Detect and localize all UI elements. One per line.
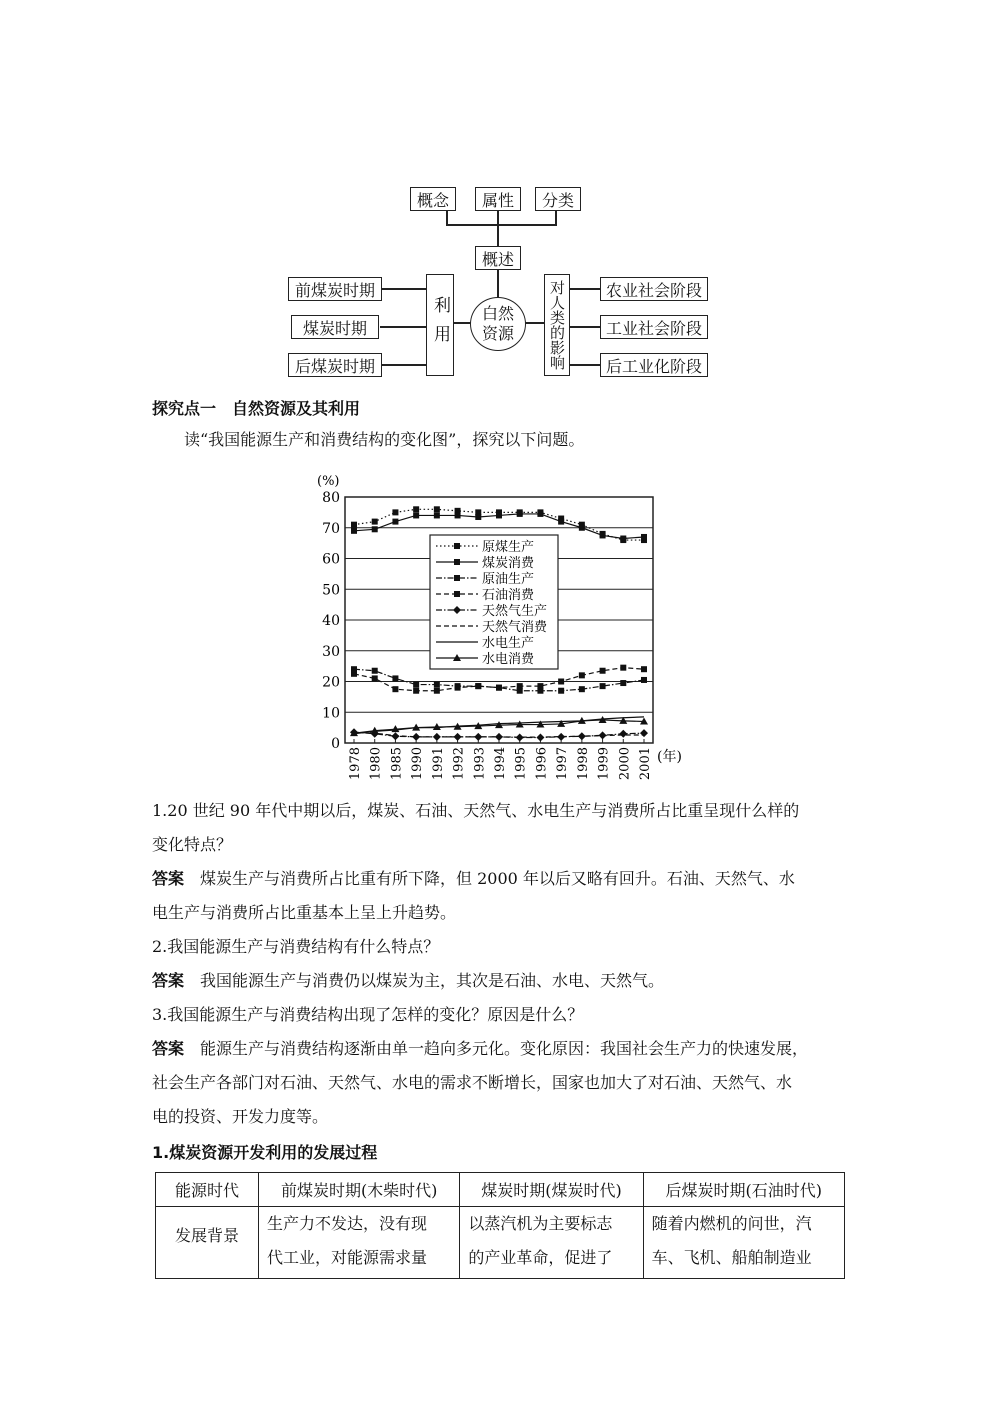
data-point: [558, 688, 564, 694]
map-node-industrial: 工业社会阶段: [600, 315, 708, 339]
x-tick-label: 1997: [555, 747, 571, 781]
y-tick-label: 70: [322, 520, 340, 537]
data-point: [372, 519, 378, 525]
data-point: [434, 682, 440, 688]
answer-3-text: 能源生产与消费结构逐渐由单一趋向多元化。变化原因：我国社会生产力的快速发展，: [200, 1039, 809, 1058]
x-tick-label: 1990: [410, 747, 426, 781]
data-point: [413, 512, 419, 518]
x-tick-label: 1998: [575, 747, 591, 781]
data-point: [392, 686, 398, 692]
legend-marker: [454, 575, 460, 581]
answer-3-cont2: 电的投资、开发力度等。: [152, 1107, 329, 1126]
data-point: [641, 666, 647, 672]
data-point: [413, 688, 419, 694]
question-1: 1.20 世纪 90 年代中期以后，煤炭、石油、天然气、水电生产与消费所占比重呈现什么样的: [152, 801, 800, 820]
data-point: [351, 671, 357, 677]
data-point: [434, 506, 440, 512]
data-point: [641, 677, 647, 683]
data-point: [558, 679, 564, 685]
map-node-use: 利用: [426, 274, 454, 376]
data-point: [434, 512, 440, 518]
answer-3: [152, 1032, 808, 1066]
legend-label: 原煤生产: [482, 540, 535, 555]
legend-label: 水电消费: [482, 652, 535, 667]
data-point: [537, 683, 543, 689]
data-point: [413, 506, 419, 512]
data-point: [413, 682, 419, 688]
answer-1-cont: 电生产与消费所占比重基本上呈上升趋势。: [152, 903, 457, 922]
data-point: [579, 672, 585, 678]
center-label: 白然资源: [481, 304, 514, 343]
map-node-post-industrial: 后工业化阶段: [600, 353, 708, 377]
y-unit-label: (%): [317, 474, 340, 489]
answer-2-text: 我国能源生产与消费仍以煤炭为主，其次是石油、水电、天然气。: [200, 971, 665, 990]
question-1-cont: 变化特点？: [152, 835, 233, 854]
y-tick-label: 20: [322, 674, 340, 691]
map-node-pre-coal: 前煤炭时期: [288, 277, 382, 301]
y-tick-label: 0: [331, 736, 340, 752]
question-3: 3.我国能源生产与消费结构出现了怎样的变化？原因是什么？: [152, 1005, 584, 1024]
legend-label: 水电生产: [482, 636, 535, 651]
map-node-overview: 概述: [475, 246, 521, 270]
data-point: [351, 522, 357, 528]
map-node-impact: 对人类的影响: [544, 274, 570, 376]
y-tick-label: 30: [322, 643, 340, 660]
data-point: [517, 683, 523, 689]
table-header: 前煤炭时期(木柴时代): [259, 1173, 460, 1207]
question-2: 2.我国能源生产与消费结构有什么特点？: [152, 937, 440, 956]
y-tick-label: 40: [322, 613, 340, 629]
data-point: [372, 526, 378, 532]
map-node-attribute: 属性: [475, 187, 521, 211]
legend-label: 原油生产: [482, 572, 535, 587]
data-point: [372, 675, 378, 681]
coal-history-table: [155, 1172, 845, 1279]
data-point: [620, 665, 626, 671]
map-node-center: [470, 297, 526, 351]
y-tick-label: 80: [322, 490, 340, 506]
answer-2: [152, 964, 664, 998]
x-tick-label: 1978: [348, 747, 363, 781]
data-point: [475, 683, 481, 689]
x-tick-label: 1995: [513, 747, 529, 781]
x-tick-label: 1985: [389, 747, 405, 781]
data-point: [475, 514, 481, 520]
data-point: [392, 509, 398, 515]
y-tick-label: 50: [322, 582, 340, 599]
answer-1: [152, 862, 795, 896]
data-point: [434, 688, 440, 694]
table-row: [156, 1207, 845, 1279]
energy-structure-chart: [300, 465, 690, 795]
data-point: [600, 668, 606, 674]
legend-label: 石油消费: [482, 588, 535, 603]
data-point: [619, 730, 627, 738]
map-node-classification: 分类: [535, 187, 581, 211]
answer-3-cont: 社会生产各部门对石油、天然气、水电的需求不断增长，国家也加大了对石油、天然气、水: [152, 1073, 793, 1092]
data-point: [455, 685, 461, 691]
table-header: 煤炭时期(煤炭时代): [460, 1173, 643, 1207]
map-node-concept: 概念: [410, 187, 456, 211]
legend-label: 天然气消费: [482, 620, 548, 635]
map-node-agricultural: 农业社会阶段: [600, 277, 708, 301]
data-point: [392, 675, 398, 681]
data-point: [517, 511, 523, 517]
x-tick-label: 1993: [472, 747, 488, 781]
map-node-post-coal: 后煤炭时期: [288, 353, 382, 377]
data-point: [496, 685, 502, 691]
data-point: [455, 512, 461, 518]
section-title: 探究点一 自然资源及其利用: [152, 399, 361, 418]
data-point: [600, 683, 606, 689]
data-point: [351, 528, 357, 534]
table-row-label: 发展背景: [156, 1207, 259, 1279]
table-header-row: [156, 1173, 845, 1207]
table-header: 能源时代: [156, 1173, 259, 1207]
data-point: [641, 534, 647, 540]
y-tick-label: 60: [322, 551, 340, 568]
legend-marker: [454, 559, 460, 565]
answer-label: 答案: [152, 869, 185, 888]
data-point: [620, 680, 626, 686]
table-cell: 以蒸汽机为主要标志 的产业革命，促进了: [460, 1207, 643, 1279]
data-point: [640, 729, 648, 737]
data-point: [372, 668, 378, 674]
data-point: [537, 511, 543, 517]
table-cell: 随着内燃机的问世，汽 车、飞机、船舶制造业: [643, 1207, 844, 1279]
x-tick-label: 1992: [451, 747, 467, 781]
x-tick-label: 1991: [430, 747, 446, 781]
x-tick-label: 2001: [638, 747, 653, 781]
answer-1-text: 煤炭生产与消费所占比重有所下降，但 2000 年以后又略有回升。石油、天然气、水: [200, 869, 795, 888]
data-point: [579, 525, 585, 531]
x-unit-label: (年): [657, 749, 682, 765]
x-tick-label: 1999: [596, 747, 612, 781]
map-node-coal: 煤炭时期: [291, 315, 379, 339]
y-tick-label: 10: [322, 705, 340, 722]
legend-label: 煤炭消费: [482, 556, 535, 571]
section-intro: 读“我国能源生产和消费结构的变化图”，探究以下问题。: [184, 430, 585, 449]
table-cell: 生产力不发达，没有现 代工业，对能源需求量: [259, 1207, 460, 1279]
legend-marker: [454, 543, 460, 549]
legend-marker: [454, 591, 460, 597]
data-point: [392, 519, 398, 525]
data-point: [579, 686, 585, 692]
table-header: 后煤炭时期(石油时代): [643, 1173, 844, 1207]
subsection-title: 1.煤炭资源开发利用的发展过程: [152, 1143, 378, 1162]
x-tick-label: 1996: [534, 747, 550, 781]
data-point: [558, 519, 564, 525]
data-point: [496, 512, 502, 518]
x-tick-label: 1994: [493, 747, 508, 781]
x-tick-label: 1980: [368, 747, 384, 781]
answer-label: 答案: [152, 1039, 185, 1058]
legend-label: 天然气生产: [482, 604, 548, 619]
x-tick-label: 2000: [617, 747, 633, 781]
data-point: [600, 532, 606, 538]
data-point: [620, 536, 626, 542]
answer-label: 答案: [152, 971, 185, 990]
